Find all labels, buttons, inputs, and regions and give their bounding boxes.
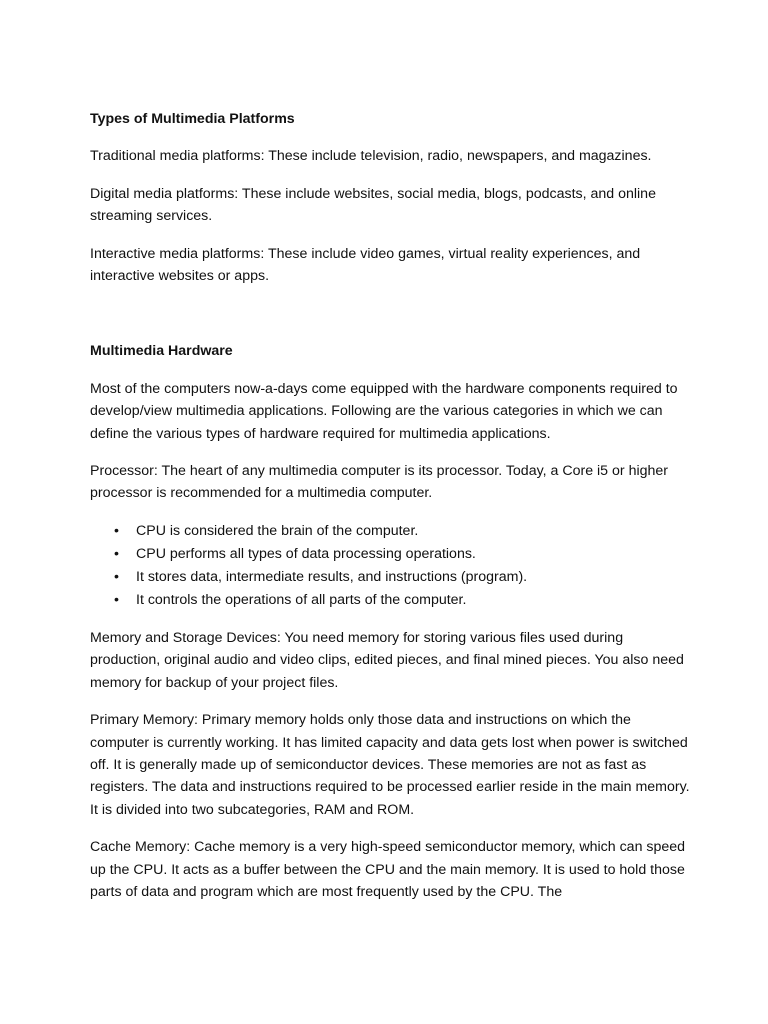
list-item (114, 543, 690, 566)
list-item-text: It controls the operations of all parts of the computer. (136, 591, 467, 608)
list-item-text: It stores data, intermediate results, and instructions (program). (136, 568, 528, 585)
section-spacer (90, 302, 690, 340)
paragraph-memory-storage: Memory and Storage Devices: You need memory for storing various files used during production, original audio and video clips, edited pieces, and final mined pieces. You also need memory for backup of your project files. (90, 629, 684, 691)
cpu-bullet-list (90, 520, 690, 612)
list-item-text: CPU is considered the brain of the computer. (136, 522, 419, 539)
paragraph-cache-memory: Cache Memory: Cache memory is a very high-speed semiconductor memory, which can speed up the CPU. It acts as a buffer between the CPU and the main memory. It is used to hold those parts of data and program which are most frequently used by the CPU. The (90, 839, 686, 900)
list-item-text: CPU performs all types of data processing operations. (136, 545, 476, 562)
paragraph-digital-media: Digital media platforms: These include websites, social media, blogs, podcasts, and online streaming services. (90, 185, 656, 225)
paragraph-traditional-media: Traditional media platforms: These include television, radio, newspapers, and magazines. (90, 148, 652, 165)
bullet-icon: • (114, 568, 119, 585)
bullet-icon: • (114, 522, 119, 539)
paragraph-interactive-media: Interactive media platforms: These include video games, virtual reality experiences, and interactive websites or apps. (90, 245, 641, 285)
section-heading-platforms: Types of Multimedia Platforms (90, 111, 295, 127)
bullet-icon: • (114, 591, 119, 608)
paragraph-primary-memory: Primary Memory: Primary memory holds only those data and instructions on which the computer is currently working. It has limited capacity and data gets lost when power is switched off. It is generally made up of semiconductor devices. These memories are not as fast as registers. The data and instructions required to be processed earlier reside in the main memory. It is divided into two subcategories, RAM and ROM. (90, 712, 690, 818)
list-item (114, 520, 690, 543)
document-page (90, 108, 690, 918)
list-item (114, 566, 690, 589)
list-item (114, 589, 690, 612)
section-heading-hardware: Multimedia Hardware (90, 343, 233, 360)
paragraph-processor: Processor: The heart of any multimedia computer is its processor. Today, a Core i5 or higher processor is recommended for a multimedia computer. (90, 463, 669, 502)
paragraph-hardware-intro: Most of the computers now-a-days come equipped with the hardware components required to develop/view multimedia applications. Following are the various categories in which we can define the various types of hardware required for multimedia applications. (90, 380, 678, 442)
bullet-icon: • (114, 545, 119, 562)
